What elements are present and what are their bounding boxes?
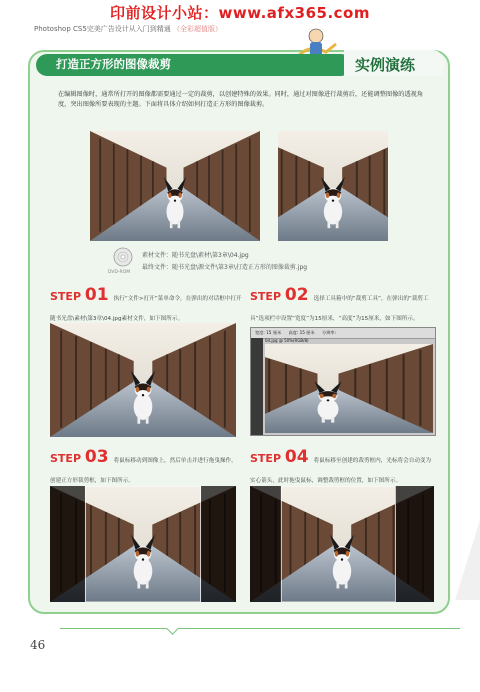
photoshop-window xyxy=(250,327,436,436)
footer-rule xyxy=(60,628,460,629)
step-01-image xyxy=(50,323,236,437)
section-title: 打造正方形的图像裁剪 xyxy=(56,57,171,71)
crop-height-field[interactable]: 高度: 15 厘米 xyxy=(288,330,315,335)
step-02 xyxy=(250,285,436,324)
final-file-line: 最终文件：随书光盘\源文件\第3章\打造正方形的图像裁剪.jpg xyxy=(142,264,308,271)
crop-width-field[interactable]: 宽度: 15 厘米 xyxy=(255,330,282,335)
step-number: 01 xyxy=(84,285,109,305)
watermark-text: 印前设计小站：www.afx365.com xyxy=(110,4,370,22)
step-number: 04 xyxy=(284,447,309,467)
document-canvas[interactable] xyxy=(265,344,433,433)
step-04 xyxy=(250,447,436,486)
section-tag: 实例演练 xyxy=(355,56,416,74)
intro-paragraph: 在编辑图像时，通常所打开的图像都需要通过一定的裁剪，以创建特殊的效果。同时，通过对图像进行裁剪后，还能调整图像的透视角度，突出图像所要表现的主题。下面将具体介绍如何打造正方形的图像裁剪。 xyxy=(58,91,424,108)
footer-notch xyxy=(166,622,179,635)
step-number: 02 xyxy=(284,285,309,305)
book-subtitle: （全彩超值版） xyxy=(173,25,223,33)
dvd-icon xyxy=(113,247,133,267)
page-number: 46 xyxy=(30,638,46,652)
step-label: STEP 03 xyxy=(50,447,109,467)
step-label: STEP 04 xyxy=(250,447,309,467)
step-03-image xyxy=(50,486,236,602)
original-image xyxy=(90,131,260,241)
source-file-line: 素材文件：随书光盘\素材\第3章\04.jpg xyxy=(142,252,249,259)
toolbox-panel[interactable] xyxy=(251,338,263,435)
step-number: 03 xyxy=(84,447,109,467)
step-text: 执行“文件>打开”菜单命令，在弹出的对话框中打开随书光盘\素材\第3章\04.jpg素材文件，如下图所示。 xyxy=(50,296,242,322)
document-tab[interactable]: 04.jpg @ 50%(RGB/8) xyxy=(265,338,309,343)
resolution-field[interactable]: 分辨率: xyxy=(322,330,336,335)
dvd-label: DVD-ROM xyxy=(108,270,131,275)
step-04-image xyxy=(250,486,434,602)
book-title-text: Photoshop CS5完美广告设计从入门到精通 xyxy=(34,25,171,33)
step-01 xyxy=(50,285,242,324)
step-text: 选择工具箱中的“裁剪工具”，在弹出的“裁剪工具”选项栏中设置“宽度”为15厘米，“高度”为15厘米，如下图所示。 xyxy=(250,296,429,322)
step-text: 将鼠标移动到图像上，然后单击并进行拖曳操作，创建正方形裁剪框，如下图所示。 xyxy=(50,458,237,484)
step-label: STEP 02 xyxy=(250,285,309,305)
page-corner-decoration xyxy=(455,520,480,600)
step-03 xyxy=(50,447,242,486)
cropped-square-image xyxy=(278,131,388,241)
book-title xyxy=(34,24,222,34)
step-text: 将鼠标移至创建的裁剪框内，光标将会自动变为实心箭头，此时拖曳鼠标，调整裁剪框的位置，如下图所示。 xyxy=(250,458,432,484)
step-label: STEP 01 xyxy=(50,285,109,305)
